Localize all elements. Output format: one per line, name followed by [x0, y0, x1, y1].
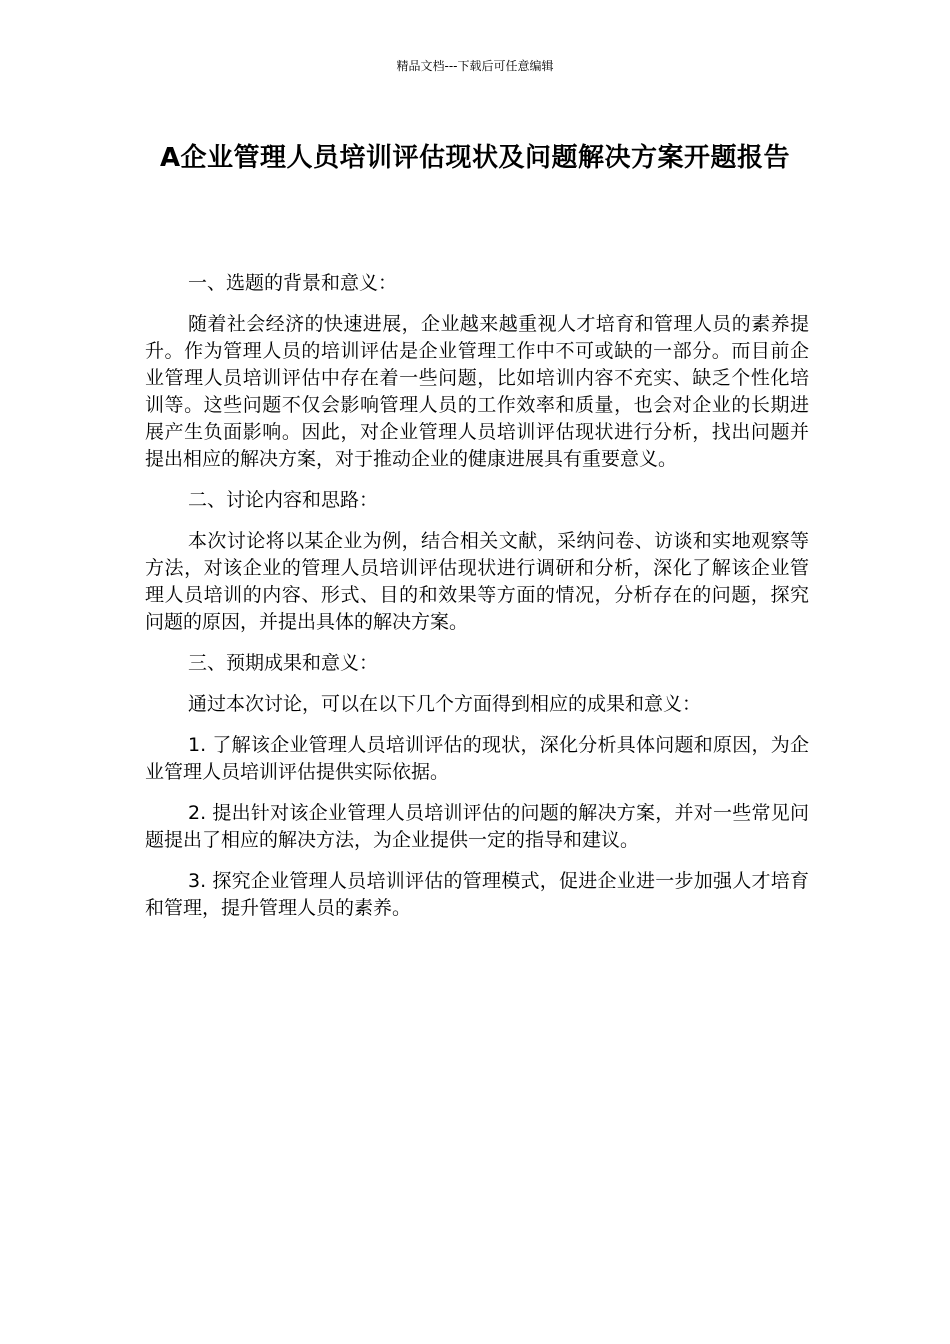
document-title: A企业管理人员培训评估现状及问题解决方案开题报告 [159, 143, 791, 173]
section-paragraph-background: 随着社会经济的快速进展，企业越来越重视人才培育和管理人员的素养提升。作为管理人员的培训评估是企业管理工作中不可或缺的一部分。而目前企业管理人员培训评估中存在着一些问题，比如培训内容不充实、缺乏个性化培训等。这些问题不仅会影响管理人员的工作效率和质量，也会对企业的长期进展产生负面影响。因此，对企业管理人员培训评估现状进行分析，找出问题并提出相应的解决方案，对于推动企业的健康进展具有重要意义。 [145, 313, 809, 470]
section-heading-content: 二、讨论内容和思路： [188, 489, 379, 511]
header-note: 精品文档---下载后可任意编辑 [396, 59, 554, 73]
document-body [145, 270, 809, 936]
outcome-item-3: 3. 探究企业管理人员培训评估的管理模式，促进企业进一步加强人才培育和管理，提升管理人员的素养。 [145, 870, 809, 919]
outcome-item-1: 1. 了解该企业管理人员培训评估的现状，深化分析具体问题和原因，为企业管理人员培训评估提供实际依据。 [145, 734, 809, 783]
section-heading-background: 一、选题的背景和意义： [188, 272, 398, 294]
section-paragraph-outcomes-intro: 通过本次讨论，可以在以下几个方面得到相应的成果和意义： [188, 693, 702, 715]
section-paragraph-content: 本次讨论将以某企业为例，结合相关文献，采纳问卷、访谈和实地观察等方法，对该企业的管理人员培训评估现状进行调研和分析，深化了解该企业管理人员培训的内容、形式、目的和效果等方面的情况，分析存在的问题，探究问题的原因，并提出具体的解决方案。 [145, 530, 809, 633]
outcome-item-2: 2. 提出针对该企业管理人员培训评估的问题的解决方案，并对一些常见问题提出了相应的解决方法，为企业提供一定的指导和建议。 [145, 802, 809, 851]
section-heading-outcomes: 三、预期成果和意义： [188, 652, 379, 674]
